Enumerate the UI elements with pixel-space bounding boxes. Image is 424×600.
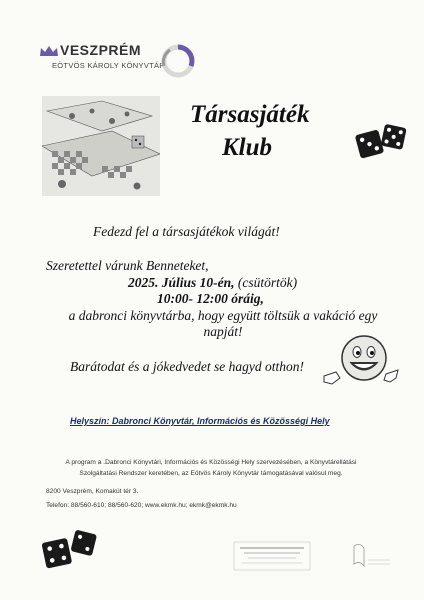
event-date: [128, 275, 297, 291]
dice-icon: [40, 528, 100, 574]
event-place-text: a dabronci könyvtárba, hogy együtt töltsük a vakáció egy napját!: [68, 308, 378, 339]
footer-partner-logo: [232, 540, 312, 574]
location-text: Helyszín: Dabronci Könyvtár, Információs és Közösségi Hely: [70, 416, 330, 426]
footer-library-logo: [350, 540, 394, 570]
address-text: 8200 Veszprém, Komakút tér 3.: [46, 488, 139, 495]
discover-text: Fedezd fel a társasjátékok világát!: [93, 224, 280, 239]
title-line-2: Klub: [222, 134, 273, 161]
smiley-icon: [318, 330, 400, 392]
event-day: (csütörtök): [234, 275, 298, 290]
partner-logo-image: [232, 540, 312, 572]
title-line-1: Társasjáték: [190, 101, 310, 128]
welcome-text: Szeretettel várunk Benneteket,: [46, 258, 209, 273]
logo-ring-icon: [158, 40, 198, 82]
dice-icon: [354, 122, 410, 166]
friends-text: Barátodat és a jókedvedet se hagyd otthon!: [70, 359, 304, 374]
crown-icon: [40, 46, 58, 56]
logo-name: VESZPRÉM: [60, 42, 142, 58]
event-time: 10:00- 12:00 óráig,: [157, 291, 264, 306]
event-date-bold: 2025. Július 10-én,: [128, 275, 235, 290]
board-game-image: [42, 96, 160, 196]
contact-text: Telefon: 88/560-610; 88/560-620; www.ekmk.hu; ekmk@ekmk.hu: [46, 502, 237, 509]
program-info: A program a .Dabronci Könyvtári, Információs és Közösségi Hely szervezésében, a Könyvtárellátási Szolgáltatási Rendszer keretében, az Eötvös Károly Könyvtár támogatásával valósul meg.: [65, 459, 357, 477]
logo-subtitle: EÖTVÖS KÁROLY KÖNYVTÁR: [52, 61, 166, 70]
